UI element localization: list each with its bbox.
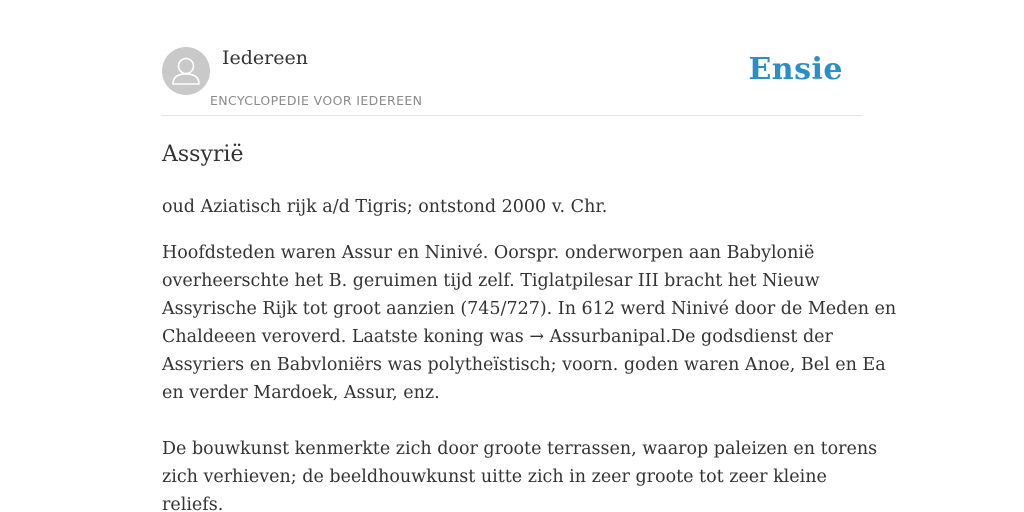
- user-silhouette-icon: [162, 47, 210, 95]
- body-line: Chaldeeen veroverd. Laatste koning was → Assurbanipal.De godsdienst der: [162, 327, 833, 347]
- article-title: Assyrië: [162, 142, 244, 167]
- body-line: Assyrische Rijk tot groot aanzien (745/727). In 612 werd Ninivé door de Meden en: [162, 299, 897, 319]
- body-line: De bouwkunst kenmerkte zich door groote terrassen, waarop paleizen en torens: [162, 439, 878, 459]
- article-summary: oud Aziatisch rijk a/d Tigris; ontstond 2000 v. Chr.: [162, 197, 608, 217]
- page-header: [162, 0, 862, 116]
- body-line: en verder Mardoek, Assur, enz.: [162, 383, 440, 403]
- body-line: zich verhieven; de beeldhouwkunst uitte zich in zeer groote tot zeer kleine: [162, 467, 827, 487]
- body-line: overheerschte het B. geruimen tijd zelf. Tiglatpilesar III bracht het Nieuw: [162, 271, 820, 291]
- body-line: Hoofdsteden waren Assur en Ninivé. Oorspr. onderworpen aan Babylonië: [162, 243, 815, 263]
- author-avatar[interactable]: [162, 47, 210, 95]
- ensie-logo[interactable]: Ensie: [748, 52, 843, 87]
- author-subtitle: ENCYCLOPEDIE VOOR IEDEREEN: [210, 93, 423, 108]
- article-body: [162, 239, 897, 512]
- author-name[interactable]: Iedereen: [222, 47, 308, 69]
- body-line: Assyriers en Babvloniërs was polytheïstisch; voorn. goden waren Anoe, Bel en Ea: [162, 355, 886, 375]
- paragraph-spacer: [162, 407, 862, 435]
- article-page: [162, 0, 897, 512]
- body-line: reliefs.: [162, 495, 224, 512]
